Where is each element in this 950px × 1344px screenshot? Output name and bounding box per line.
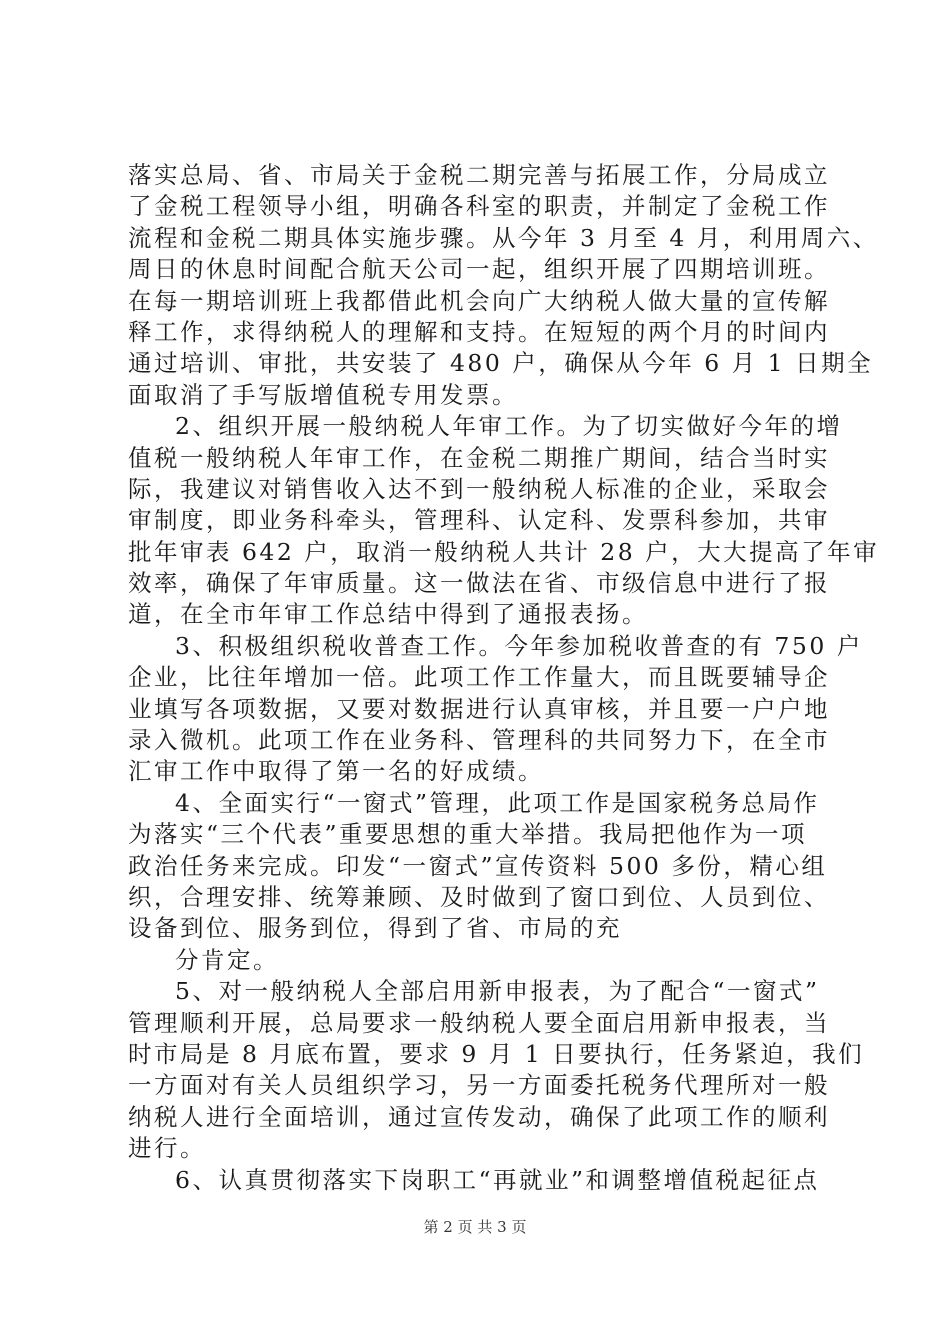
document-body <box>128 160 880 1196</box>
text-line: 在每一期培训班上我都借此机会向广大纳税人做大量的宣传解 <box>128 286 830 315</box>
text-line: 织，合理安排、统筹兼顾、及时做到了窗口到位、人员到位、 <box>128 882 830 911</box>
text-line: 一方面对有关人员组织学习，另一方面委托税务代理所对一般 <box>128 1071 830 1100</box>
text-line: 分肯定。 <box>175 945 279 974</box>
text-line: 2、组织开展一般纳税人年审工作。为了切实做好今年的增 <box>175 412 843 441</box>
text-line: 值税一般纳税人年审工作，在金税二期推广期间，结合当时实 <box>128 443 830 472</box>
text-line: 业填写各项数据，又要对数据进行认真审核，并且要一户户地 <box>128 694 830 723</box>
text-line: 政治任务来完成。印发“一窗式”宣传资料 500 多份，精心组 <box>128 851 828 880</box>
text-line: 道，在全市年审工作总结中得到了通报表扬。 <box>128 600 648 629</box>
text-line: 际，我建议对销售收入达不到一般纳税人标准的企业，采取会 <box>128 474 830 503</box>
text-line: 为落实“三个代表”重要思想的重大举措。我局把他作为一项 <box>128 820 808 849</box>
page-footer: 第 2 页 共 3 页 <box>423 1218 527 1236</box>
text-line: 审制度，即业务科牵头，管理科、认定科、发票科参加，共审 <box>128 506 830 535</box>
text-line: 5、对一般纳税人全部启用新申报表，为了配合“一窗式” <box>175 977 820 1006</box>
text-line: 设备到位、服务到位，得到了省、市局的充 <box>128 914 622 943</box>
text-line: 汇审工作中取得了第一名的好成绩。 <box>128 757 544 786</box>
text-line: 通过培训、审批，共安装了 480 户，确保从今年 6 月 1 日期全 <box>128 349 874 378</box>
text-line: 了金税工程领导小组，明确各科室的职责，并制定了金税工作 <box>128 192 830 221</box>
text-line: 周日的休息时间配合航天公司一起，组织开展了四期培训班。 <box>128 255 830 284</box>
text-line: 面取消了手写版增值税专用发票。 <box>128 380 518 409</box>
text-line: 批年审表 642 户，取消一般纳税人共计 28 户，大大提高了年审 <box>128 537 880 566</box>
text-line: 纳税人进行全面培训，通过宣传发动，确保了此项工作的顺利 <box>128 1102 830 1131</box>
text-line: 4、全面实行“一窗式”管理，此项工作是国家税务总局作 <box>175 788 820 817</box>
text-line: 3、积极组织税收普查工作。今年参加税收普查的有 750 户 <box>175 631 863 660</box>
text-line: 流程和金税二期具体实施步骤。从今年 3 月至 4 月，利用周六、 <box>128 223 879 252</box>
text-line: 效率，确保了年审质量。这一做法在省、市级信息中进行了报 <box>128 569 830 598</box>
text-line: 释工作，求得纳税人的理解和支持。在短短的两个月的时间内 <box>128 317 830 346</box>
text-line: 管理顺利开展，总局要求一般纳税人要全面启用新申报表，当 <box>128 1008 830 1037</box>
text-line: 6、认真贯彻落实下岗职工“再就业”和调整增值税起征点 <box>175 1165 820 1194</box>
text-line: 时市局是 8 月底布置，要求 9 月 1 日要执行，任务紧迫，我们 <box>128 1039 865 1068</box>
text-line: 录入微机。此项工作在业务科、管理科的共同努力下，在全市 <box>128 726 830 755</box>
text-line: 企业，比往年增加一倍。此项工作工作量大，而且既要辅导企 <box>128 663 830 692</box>
text-line: 落实总局、省、市局关于金税二期完善与拓展工作，分局成立 <box>128 161 830 189</box>
text-line: 进行。 <box>128 1134 206 1163</box>
